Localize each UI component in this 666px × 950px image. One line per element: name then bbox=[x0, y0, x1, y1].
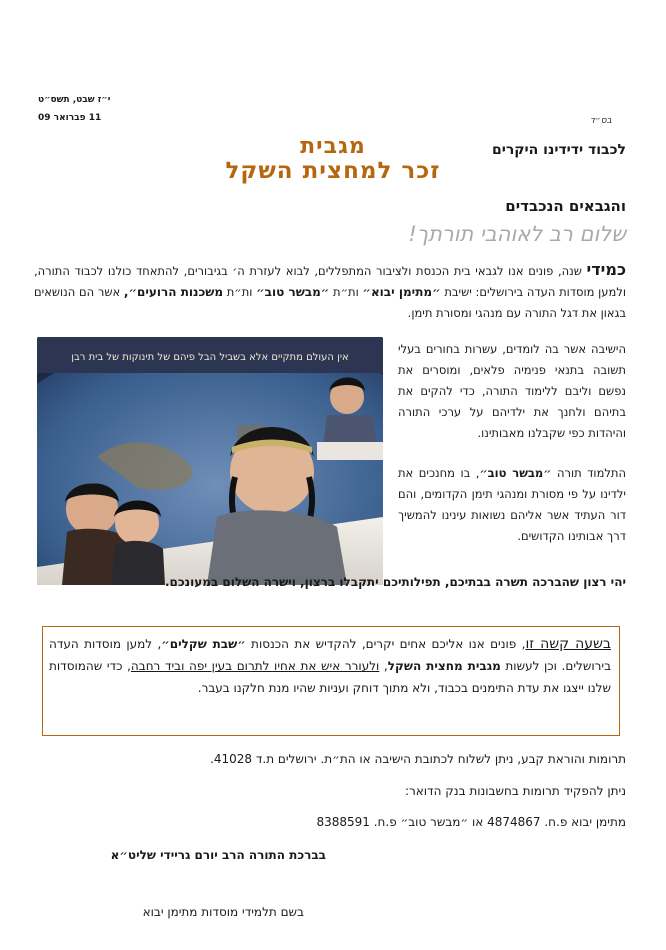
children-learning-photo bbox=[37, 337, 383, 585]
notice-text-part: , פונים אנו אליכם אחים יקרים, להקדיש את הכנסות bbox=[245, 637, 526, 651]
notice-text-part: , כדי שהמוסדות שלנו ייצגו את עדת התימנים בכבוד, ולא מתוך דוחק ועניות שהיו מנת חלקנו בעבר. bbox=[49, 659, 611, 695]
blessing-paragraph: יהי רצון שהברכה תשרה בבתיכם, תפילותיכם יתקבלו ברצון, וישרה השלום במעונכם. bbox=[164, 575, 626, 589]
institution-name: ״מבשר טוב״ bbox=[479, 466, 552, 480]
photo-illustration bbox=[37, 337, 383, 585]
date-hebrew: י״ז שבט, תשס״ט bbox=[38, 95, 111, 105]
donation-address-line: תרומות והוראת קבע, ניתן לשלוח לכתובת הישיבה או הת״ת. ירושלים ת.ד 41028. bbox=[210, 752, 626, 766]
notice-shabbat-shekalim: ״שבת שקלים״ bbox=[161, 637, 246, 651]
bank-deposit-line: ניתן להפקיד תרומות בחשבונות בנק הדואר: bbox=[404, 784, 626, 798]
title-line-1: מגבית bbox=[300, 134, 366, 159]
notice-underlined: ולעורר איש את אחיו לתרום בעין יפה וביד רחבה bbox=[130, 659, 380, 673]
yeshiva-paragraph: הישיבה אשר בה לומדים, עשרות בחורים בעלי תשובה בתנאי פנימיה פלאים, ומוסרים את נפשם וליבם ללימוד התורה, כדי להקים את בתיהם ולחנך את ילדיהם על ערכי התורה והיהדות כפי שקבלנו מאבותינו. bbox=[398, 342, 626, 440]
intro-paragraph bbox=[34, 259, 626, 324]
title-line-2: זכר למחצית השקל bbox=[225, 158, 441, 184]
intro-lead: כמידי bbox=[586, 260, 626, 279]
notice-text-part: , bbox=[379, 659, 388, 673]
date-gregorian: 11 פברואר 09 bbox=[38, 113, 102, 123]
intro-text: אשר הם הנושאים בגאון את דגל התורה עם מנהגי ומסורת תימן. bbox=[34, 285, 626, 320]
notice-text-part: , למען מוסדות העדה בירושלים. וכן לעשות bbox=[49, 637, 612, 673]
talmud-torah-paragraph bbox=[398, 463, 626, 547]
appeal-notice-box bbox=[42, 626, 620, 736]
rabbi-blessing: בברכת התורה הרב יורם גריידי שליט״א bbox=[110, 848, 326, 862]
para2-text: התלמוד תורה bbox=[551, 466, 626, 480]
intro-text: שנה, פונים אנו לגבאי בית הכנסת ולציבור המתפללים, לבוא לעזרת ה׳ בגיבורים, להתאחד כולנו לכבוד התורה, ולמען מוסדות העדה בירושלים: ישיבת bbox=[34, 264, 626, 299]
institution-name: משכנות הרועים״, bbox=[123, 285, 224, 299]
institution-name: ״מבשר טוב״ bbox=[256, 285, 330, 299]
appeal-notice-text bbox=[49, 633, 611, 699]
institution-name: ״מתימן יבוא״ bbox=[362, 285, 441, 299]
bank-accounts-line: מתימן יבוא פ.ח. 4874867 או ״מבשר טוב״ פ.ח. 8388591 bbox=[316, 815, 626, 829]
notice-appeal-name: מגבית מחצית השקל bbox=[387, 659, 501, 673]
photo-banner: אין העולם מתקיים אלא בשביל הבל פיהם של תינוקות של בית רבן bbox=[71, 352, 349, 363]
intro-text: ות״ת bbox=[329, 285, 363, 299]
para2-text: , בו מחנכים את ילדינו על פי מסורת ומנהגי תימן הקדומים, והם דור העתיד אשר אליהם נשואות עינינו להמשיך דרך אבותינו הקדושים. bbox=[398, 466, 626, 543]
signature-line: בשם תלמידי מוסדות מתימן יבוא bbox=[142, 905, 304, 919]
intro-text: ות״ת bbox=[223, 285, 257, 299]
salutation-line-2: והגבאים הנכבדים bbox=[505, 197, 626, 215]
bsd-mark: בס״ד bbox=[590, 116, 612, 126]
greeting: שלום רב לאוהבי תורתך! bbox=[408, 222, 626, 246]
salutation-line-1: לכבוד ידידינו היקרים bbox=[491, 142, 626, 158]
notice-lead: בשעה קשה זו bbox=[525, 636, 612, 652]
